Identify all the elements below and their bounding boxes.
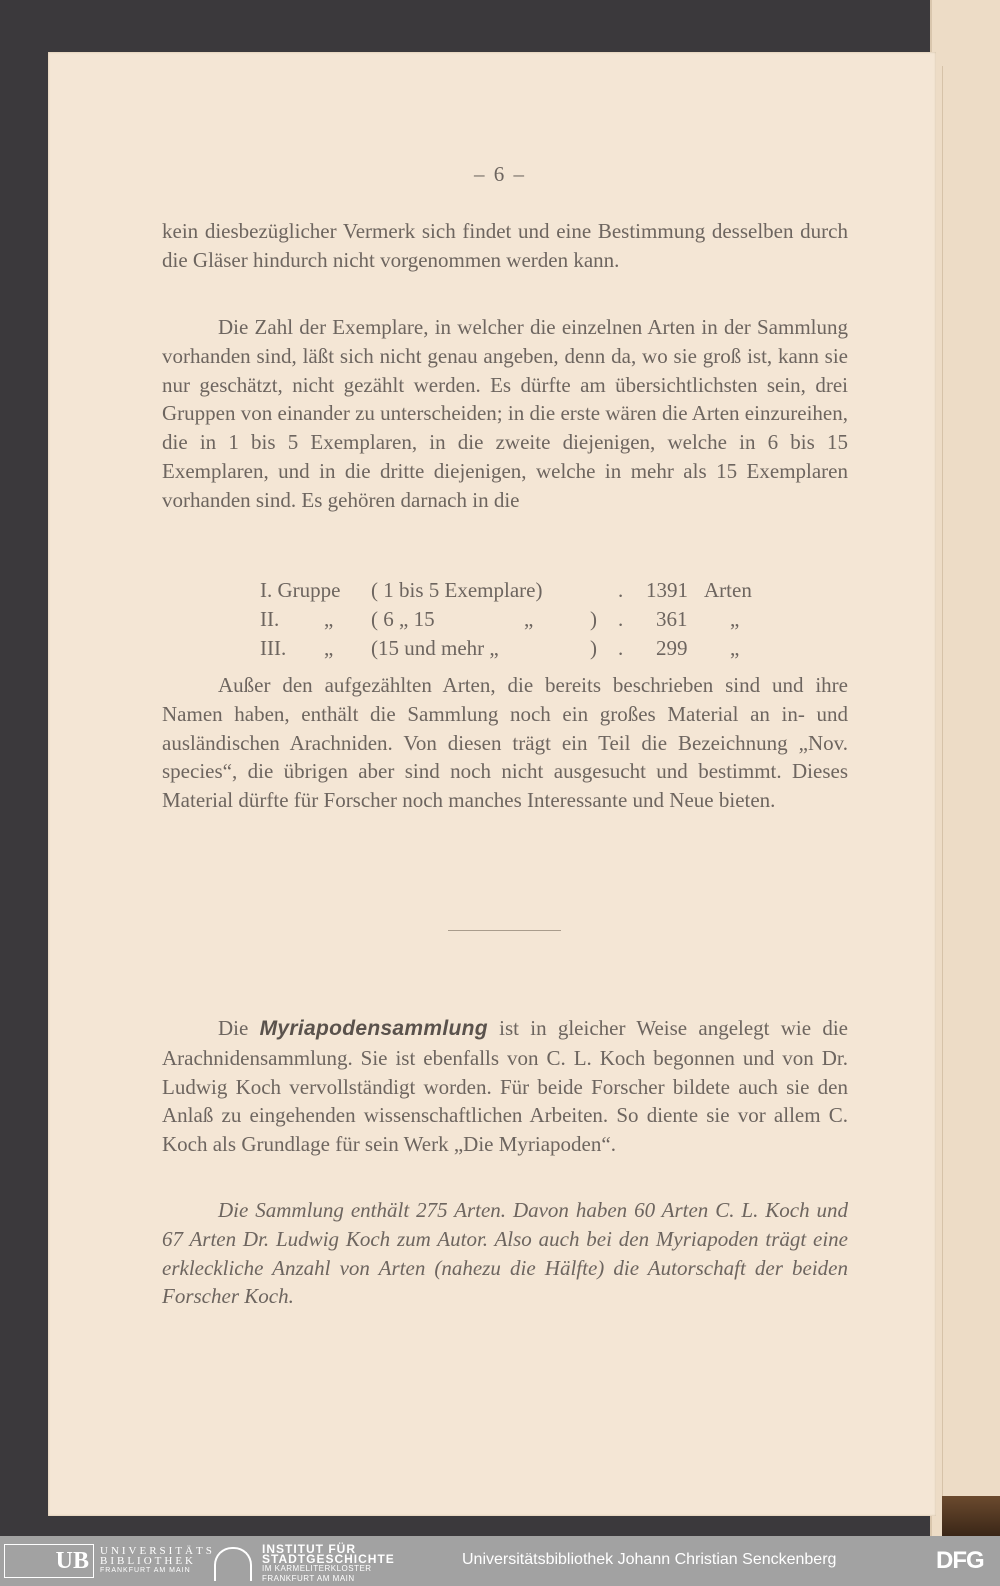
paragraph-2: Die Zahl der Exemplare, in welcher die einzelnen Arten in der Sammlung vorhanden sind, läßt sich nicht genau angeben, denn da, wo sie groß ist, kann sie nur geschätzt, nicht gezählt werden. Es dürfte am übersichtlichsten sein, drei Gruppen von einander zu unterscheiden; in die erste wären die Arten einzureihen, die in 1 bis 5 Exemplaren, in die zweite diejenigen, welche in 6 bis 15 Exemplaren, und in die dritte diejenigen, welche in mehr als 15 Exemplaren vorhanden sind. Es gehören darnach in die bbox=[162, 315, 848, 512]
footer-bar bbox=[0, 1536, 1000, 1586]
arch-icon bbox=[214, 1547, 252, 1581]
emphasized-term: Myriapodensammlung bbox=[259, 1017, 488, 1040]
table-row: III. „ (15 und mehr „ ) . 299 „ bbox=[260, 635, 740, 660]
ub-logo[interactable]: UB UNIVERSITÄTS BIBLIOTHEK FRANKFURT AM MAIN bbox=[4, 1544, 215, 1578]
paragraph-4: Die Myriapodensammlung ist in gleicher Weise angelegt wie die Arachnidensammlung. Sie ist ebenfalls von C. L. Koch begonnen und von Dr. Ludwig Koch vervollständigt worden. Für beide Forscher bildete auch sie den Anlaß zu eingehenden wissenschaftlichen Arbeiten. So diente sie vor allem C. Koch als Grundlage für sein Werk „Die Myriapoden“. bbox=[162, 1016, 848, 1157]
paragraph-1: kein diesbezüglicher Vermerk sich findet und eine Bestimmung desselben durch die Gläser hindurch nicht vorgenommen werden kann. bbox=[162, 219, 848, 272]
paragraph-3: Außer den aufgezählten Arten, die bereits beschrieben sind und ihre Namen haben, enthält die Sammlung noch ein großes Material an in- und ausländischen Arachniden. Von diesen trägt ein Teil die Bezeichnung „Nov. species“, die übrigen aber sind noch nicht ausgesucht und bestimmt. Dieses Material dürfte für Forscher noch manches Interessante und Neue bieten. bbox=[162, 673, 848, 813]
group-table bbox=[162, 576, 848, 662]
table-row: I. Gruppe ( 1 bis 5 Exemplare) . 1391 Arten bbox=[260, 578, 752, 602]
paragraph-5: Die Sammlung enthält 275 Arten. Davon haben 60 Arten C. L. Koch und 67 Arten Dr. Ludwig Koch zum Autor. Also auch bei den Myriapoden trägt eine erkleckliche Anzahl von Arten (nahezu die Hälfte) die Autorschaft der beiden Forscher Koch. bbox=[162, 1198, 848, 1309]
library-name: Universitätsbibliothek Johann Christian Senckenberg bbox=[462, 1551, 837, 1568]
dfg-logo[interactable]: DFG bbox=[936, 1547, 984, 1574]
isg-logo[interactable]: INSTITUT FÜR STADTGESCHICHTE IM KARMELITERKLOSTER FRANKFURT AM MAIN bbox=[214, 1544, 395, 1584]
ub-logo-mark: UB bbox=[4, 1544, 94, 1578]
adjacent-page bbox=[930, 0, 1000, 1536]
table-row: II. „ ( 6 „ 15 „ ) . 361 „ bbox=[260, 606, 740, 631]
page-number: – 6 – bbox=[474, 162, 526, 186]
section-divider bbox=[448, 930, 561, 931]
